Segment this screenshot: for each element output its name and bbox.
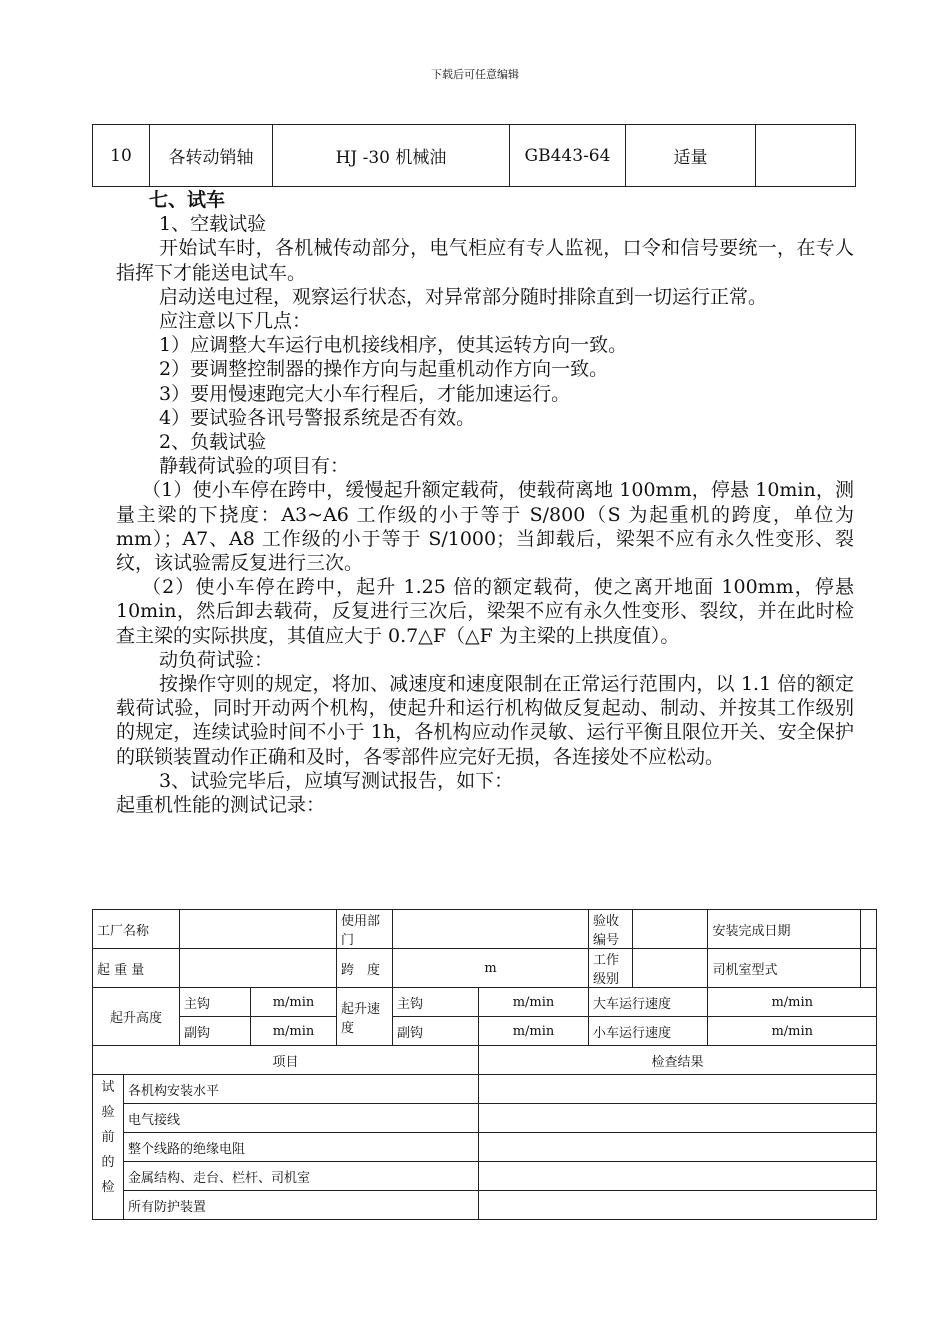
value-cell[interactable] xyxy=(180,949,337,988)
table-row xyxy=(93,125,856,187)
paragraph: 应注意以下几点： xyxy=(159,310,312,333)
label-cell: 主钩 xyxy=(180,988,251,1017)
label-cell: 小车运行速度 xyxy=(589,1017,708,1046)
paragraph: 启动送电过程，观察运行状态，对异常部分随时排除直到一切运行正常。 xyxy=(159,285,768,308)
label-cell: 使用部门 xyxy=(337,910,393,949)
check-result[interactable] xyxy=(479,1133,877,1162)
document-body xyxy=(116,188,854,817)
check-item: 金属结构、走台、栏杆、司机室 xyxy=(124,1162,479,1191)
label-cell: 工厂名称 xyxy=(93,910,180,949)
paragraph: 2、负载试验 xyxy=(159,431,267,454)
table-row xyxy=(93,1191,877,1220)
header-note: 下载后可任意编辑 xyxy=(431,68,519,81)
table-cell: HJ -30 机械油 xyxy=(273,125,510,187)
header-cell: 项目 xyxy=(93,1046,479,1075)
label-cell: 起 重 量 xyxy=(93,949,180,988)
table-cell: GB443-64 xyxy=(510,125,626,187)
paragraph: 2）要调整控制器的操作方向与起重机动作方向一致。 xyxy=(159,358,609,381)
label-cell: 工作级别 xyxy=(589,949,633,988)
paragraph: （2）使小车停在跨中，起升 1.25 倍的额定载荷，使之离开地面 100mm，停悬 10min，然后卸去载荷，反复进行三次后，梁架不应有永久性变形、裂纹，并在此时检查主梁的实际拱度，其值应大于 0.7△F（△F 为主梁的上拱度值）。 xyxy=(116,576,854,647)
unit-cell: m/min xyxy=(708,1017,877,1046)
label-cell: 跨 度 xyxy=(337,949,393,988)
unit-cell: m/min xyxy=(479,988,589,1017)
unit-cell: m/min xyxy=(708,988,877,1017)
table-row xyxy=(93,1104,877,1133)
value-cell[interactable] xyxy=(393,910,589,949)
paragraph: 动负荷试验： xyxy=(159,648,274,671)
side-label: 试 验 前 的 检 xyxy=(93,1075,124,1220)
table-cell: 10 xyxy=(93,125,150,187)
unit-cell: m/min xyxy=(251,988,337,1017)
unit-cell: m/min xyxy=(479,1017,589,1046)
check-result[interactable] xyxy=(479,1162,877,1191)
label-cell: 副钩 xyxy=(393,1017,479,1046)
label-cell: 司机室型式 xyxy=(708,949,861,988)
table-row xyxy=(93,910,877,949)
paragraph: 开始试车时，各机械传动部分，电气柜应有专人监视，口令和信号要统一，在专人指挥下才能送电试车。 xyxy=(116,237,854,284)
paragraph: 3、试验完毕后，应填写测试报告，如下： xyxy=(159,769,514,792)
unit-cell: m xyxy=(393,949,589,988)
table-row xyxy=(93,1046,877,1075)
value-cell[interactable] xyxy=(861,910,877,949)
table-cell xyxy=(756,125,856,187)
label-cell: 安装完成日期 xyxy=(708,910,861,949)
lubrication-table xyxy=(92,124,856,187)
table-row xyxy=(93,988,877,1017)
label-cell: 起升高度 xyxy=(93,988,180,1046)
header-cell: 检查结果 xyxy=(479,1046,877,1075)
value-cell[interactable] xyxy=(633,910,708,949)
table-row xyxy=(93,1133,877,1162)
paragraph: （1）使小车停在跨中，缓慢起升额定载荷，使载荷离地 100mm，停悬 10min，测量主梁的下挠度：A3~A6 工作级的小于等于 S/800（S 为起重机的跨度，单位为 mm）；A7、A8 工作级的小于等于 S/1000；当卸载后，梁架不应有永久性变形、裂纹，该试验需反复进行三次。 xyxy=(116,479,854,575)
label-cell: 主钩 xyxy=(393,988,479,1017)
table-cell: 适量 xyxy=(626,125,756,187)
table-cell: 各转动销轴 xyxy=(150,125,273,187)
check-item: 电气接线 xyxy=(124,1104,479,1133)
value-cell[interactable] xyxy=(633,949,708,988)
check-result[interactable] xyxy=(479,1191,877,1220)
check-item: 各机构安装水平 xyxy=(124,1075,479,1104)
check-item: 整个线路的绝缘电阻 xyxy=(124,1133,479,1162)
paragraph: 1）应调整大车运行电机接线相序，使其运转方向一致。 xyxy=(159,334,628,357)
paragraph: 3）要用慢速跑完大小车行程后，才能加速运行。 xyxy=(159,382,571,405)
check-item: 所有防护装置 xyxy=(124,1191,479,1220)
table-row xyxy=(93,1075,877,1104)
table-row xyxy=(93,949,877,988)
paragraph: 1、空载试验 xyxy=(159,213,267,236)
test-record-table xyxy=(92,909,877,1220)
value-cell[interactable] xyxy=(180,910,337,949)
label-cell: 起升速度 xyxy=(337,988,393,1046)
paragraph: 静载荷试验的项目有： xyxy=(159,455,350,478)
table-row xyxy=(93,1162,877,1191)
paragraph: 起重机性能的测试记录： xyxy=(116,794,326,817)
table-row xyxy=(93,1017,877,1046)
label-cell: 大车运行速度 xyxy=(589,988,708,1017)
label-cell: 副钩 xyxy=(180,1017,251,1046)
unit-cell: m/min xyxy=(251,1017,337,1046)
check-result[interactable] xyxy=(479,1075,877,1104)
section-title: 七、试车 xyxy=(149,189,226,211)
label-cell: 验收编号 xyxy=(589,910,633,949)
paragraph: 4）要试验各讯号警报系统是否有效。 xyxy=(159,406,476,429)
paragraph: 按操作守则的规定，将加、减速度和速度限制在正常运行范围内，以 1.1 倍的额定载荷试验，同时开动两个机构，使起升和运行机构做反复起动、制动、并按其工作级别的规定，连续试验时间不小于 1h，各机构应动作灵敏、运行平衡且限位开关、安全保护的联锁装置动作正确和及时，各零部件应完好无损，各连接处不应松动。 xyxy=(116,673,854,768)
value-cell[interactable] xyxy=(861,949,877,988)
check-result[interactable] xyxy=(479,1104,877,1133)
